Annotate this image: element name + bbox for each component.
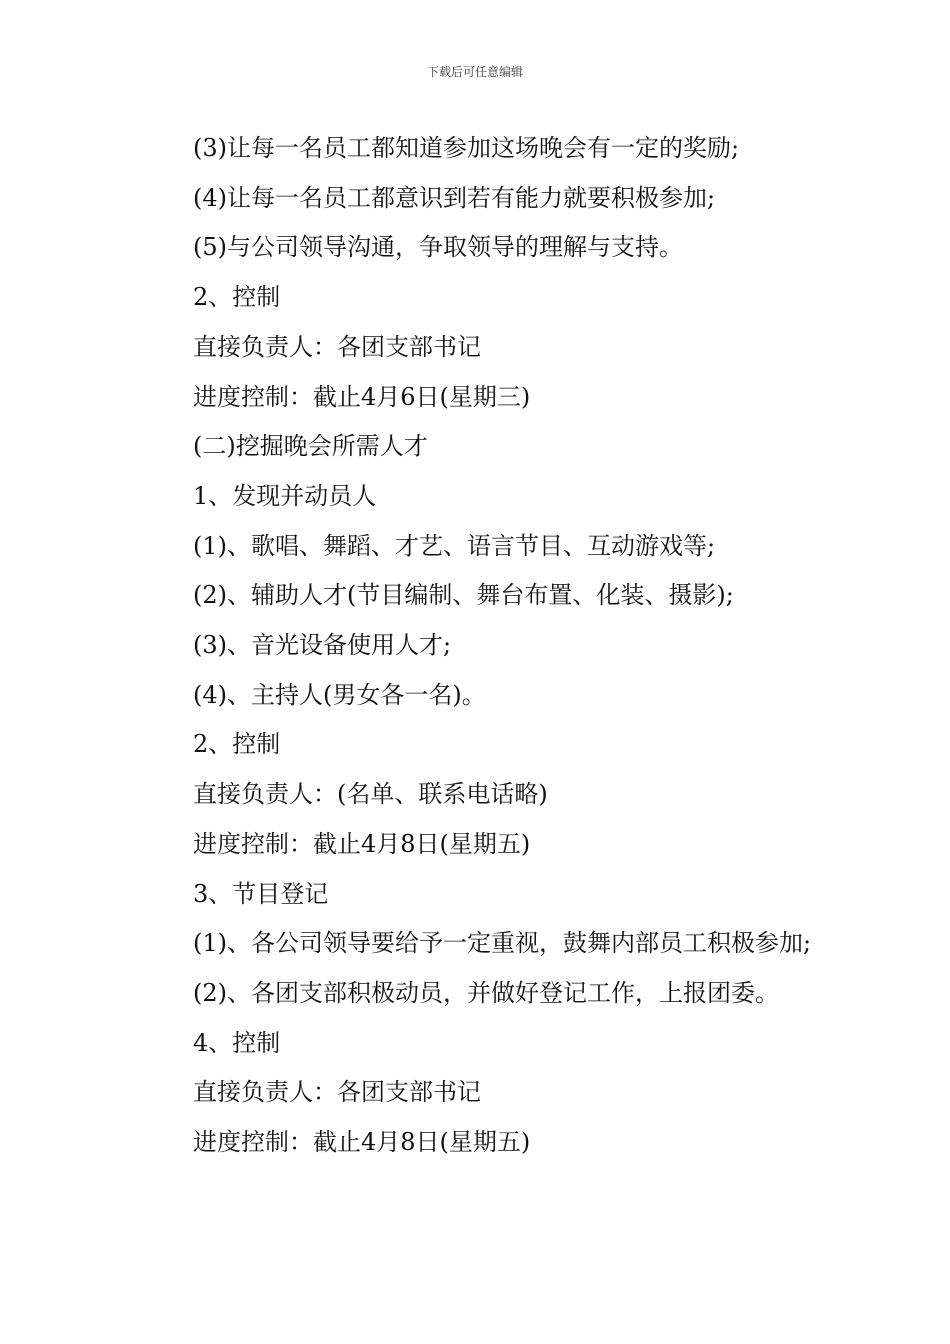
- section-heading: 4、控制: [193, 1028, 281, 1057]
- paragraph: (3)让每一名员工都知道参加这场晚会有一定的奖励;: [193, 134, 740, 162]
- paragraph: 进度控制：截止4月6日(星期三): [193, 382, 531, 411]
- paragraph: 直接负责人：(名单、联系电话略): [193, 780, 548, 809]
- paragraph: (4)、主持人(男女各一名)。: [193, 680, 486, 709]
- section-heading: 2、控制: [193, 283, 281, 312]
- paragraph: (1)、各公司领导要给予一定重视，鼓舞内部员工积极参加;: [193, 929, 812, 958]
- paragraph: (2)、各团支部积极动员，并做好登记工作，上报团委。: [193, 978, 779, 1007]
- section-heading: 1、发现并动员人: [193, 481, 377, 510]
- paragraph: (5)与公司领导沟通，争取领导的理解与支持。: [193, 233, 683, 262]
- paragraph: 直接负责人：各团支部书记: [193, 332, 481, 361]
- section-heading: 3、节目登记: [193, 879, 329, 908]
- section-heading: 2、控制: [193, 730, 281, 759]
- paragraph: 直接负责人：各团支部书记: [193, 1078, 481, 1107]
- section-heading: (二)挖掘晚会所需人才: [193, 432, 428, 461]
- page-header: 下载后可任意编辑: [426, 65, 523, 79]
- paragraph: (1)、歌唱、舞蹈、才艺、语言节目、互动游戏等;: [193, 531, 716, 560]
- paragraph: (3)、音光设备使用人才;: [193, 631, 452, 660]
- paragraph: 进度控制：截止4月8日(星期五): [193, 1128, 531, 1157]
- paragraph: (2)、辅助人才(节目编制、舞台布置、化装、摄影);: [193, 581, 734, 610]
- paragraph: (4)让每一名员工都意识到若有能力就要积极参加;: [193, 183, 716, 212]
- document-body: [145, 124, 815, 1168]
- paragraph: 进度控制：截止4月8日(星期五): [193, 829, 531, 858]
